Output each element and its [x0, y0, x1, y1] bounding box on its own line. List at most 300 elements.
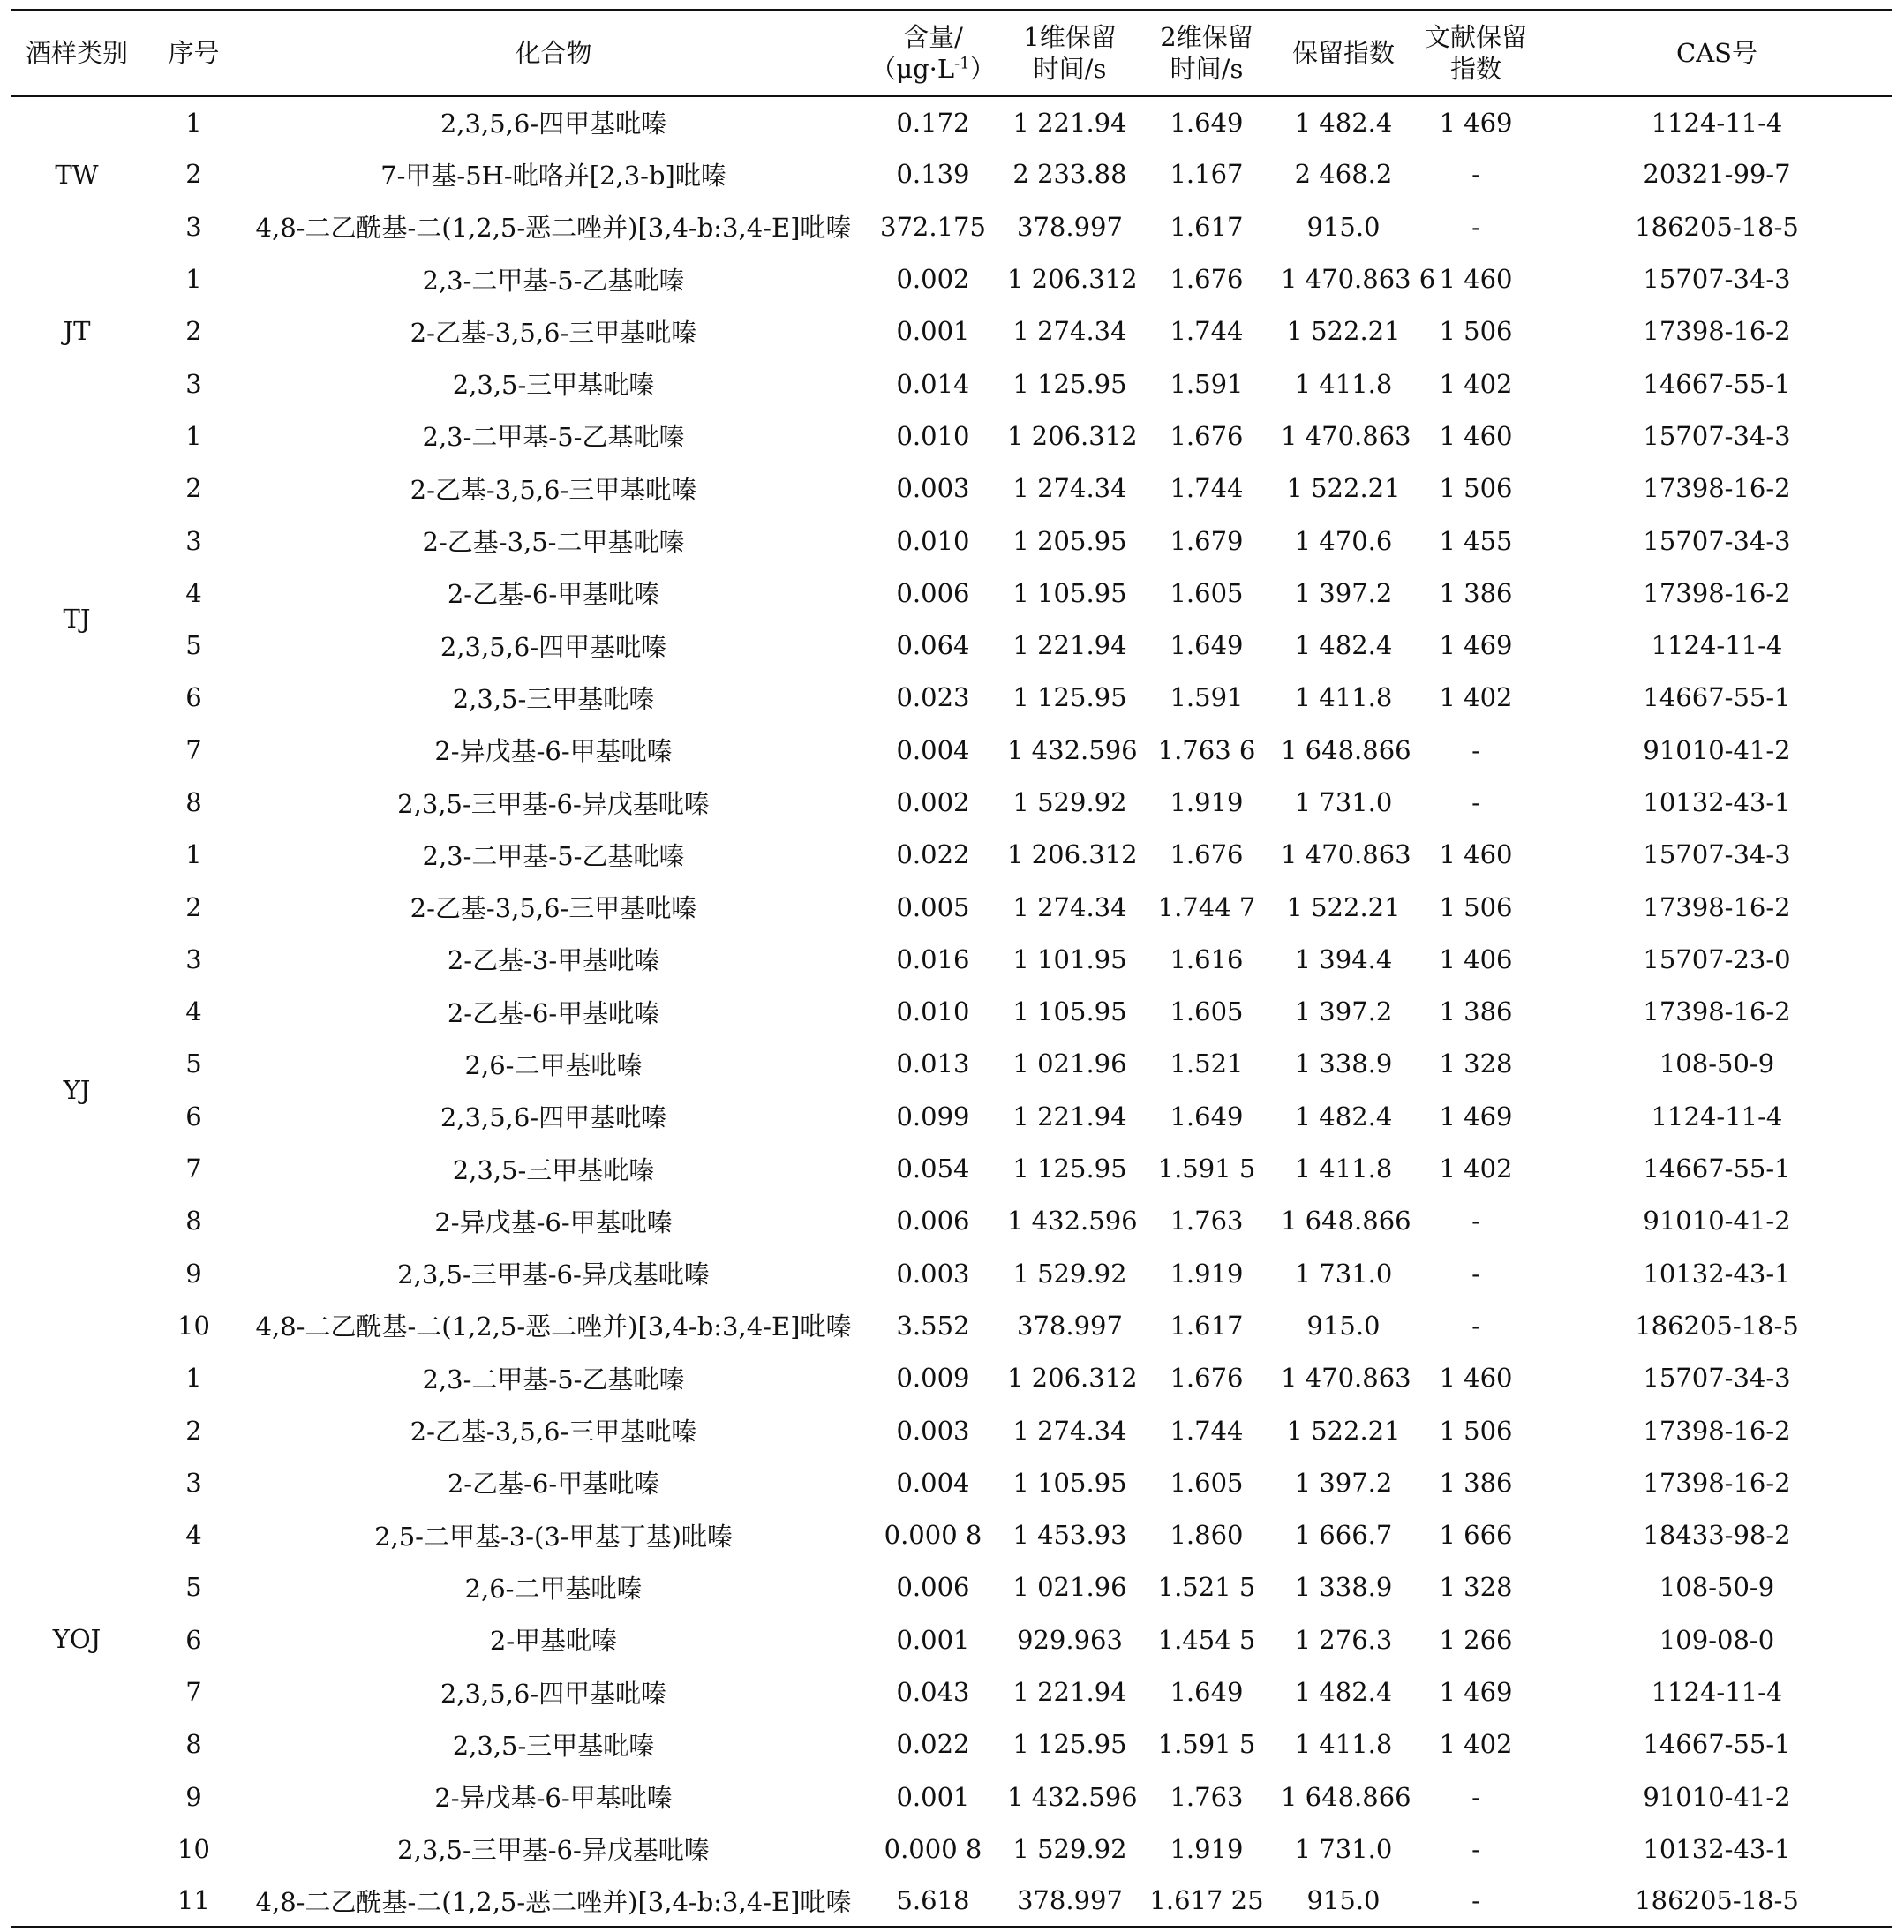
lri-cell: 1 402 [1439, 1729, 1513, 1760]
table-row [11, 1090, 1892, 1142]
rt2-cell: 1.591 [1170, 682, 1244, 713]
cas-cell: 20321-99-7 [1643, 159, 1791, 190]
compound-cell: 2-乙基-3,5,6-三甲基吡嗪 [410, 317, 697, 348]
ri-cell: 1 338.9 [1294, 1572, 1393, 1603]
content-cell: 0.000 8 [884, 1520, 982, 1551]
compound-cell: 2-异戊基-6-甲基吡嗪 [434, 1783, 673, 1814]
no-cell: 7 [185, 1154, 202, 1184]
header-cas: CAS号 [1676, 38, 1757, 69]
ri-cell: 1 470.863 [1281, 839, 1411, 870]
cas-cell: 14667-55-1 [1643, 1729, 1791, 1760]
rt2-cell: 1.605 [1170, 996, 1244, 1027]
table-row [11, 462, 1892, 515]
cas-cell: 18433-98-2 [1643, 1520, 1791, 1551]
table-row [11, 1038, 1892, 1090]
rt2-cell: 1.616 [1170, 943, 1244, 974]
cas-cell: 108-50-9 [1659, 1049, 1775, 1079]
ri-cell: 2 468.2 [1294, 159, 1393, 190]
content-cell: 0.043 [896, 1677, 970, 1708]
rt1-cell: 1 274.34 [1012, 473, 1127, 504]
content-cell: 0.006 [896, 1206, 970, 1237]
ri-cell: 1 411.8 [1294, 682, 1393, 713]
rt1-cell: 1 432.596 [1007, 1781, 1138, 1812]
table-row [11, 1823, 1892, 1875]
header-no: 序号 [168, 38, 220, 69]
no-cell: 1 [185, 264, 202, 295]
cas-cell: 15707-34-3 [1643, 839, 1791, 870]
compound-cell: 2,3,5,6-四甲基吡嗪 [440, 109, 667, 139]
rt2-cell: 1.605 [1170, 577, 1244, 608]
lri-cell: - [1471, 1781, 1480, 1812]
ri-cell: 1 470.863 6 [1281, 264, 1436, 295]
no-cell: 1 [185, 420, 202, 451]
table-row [11, 96, 1892, 148]
content-cell: 0.009 [896, 1363, 970, 1394]
table-row [11, 567, 1892, 619]
content-cell: 0.014 [896, 368, 970, 399]
lri-cell: - [1471, 1310, 1480, 1341]
content-cell: 0.172 [896, 107, 970, 138]
compound-cell: 2,3,5-三甲基-6-异戊基吡嗪 [397, 1259, 710, 1290]
lri-cell: 1 402 [1439, 1154, 1513, 1184]
table-row [11, 672, 1892, 724]
ri-cell: 1 522.21 [1286, 891, 1401, 922]
lri-cell: 1 469 [1439, 1677, 1513, 1708]
cas-cell: 1124-11-4 [1651, 107, 1783, 138]
compound-cell: 2,3,5-三甲基-6-异戊基吡嗪 [397, 1835, 710, 1866]
compound-cell: 2,3,5-三甲基吡嗪 [452, 1730, 655, 1761]
content-cell: 0.006 [896, 1572, 970, 1603]
cas-cell: 17398-16-2 [1643, 316, 1791, 347]
category-cell: YJ [63, 1075, 91, 1106]
ri-cell: 1 394.4 [1294, 943, 1393, 974]
ri-cell: 1 397.2 [1294, 577, 1393, 608]
rt2-cell: 1.521 5 [1157, 1572, 1256, 1603]
cas-cell: 14667-55-1 [1643, 682, 1791, 713]
compound-cell: 2-异戊基-6-甲基吡嗪 [434, 736, 673, 767]
lri-cell: 1 455 [1439, 525, 1513, 556]
cas-cell: 186205-18-5 [1635, 211, 1799, 242]
content-cell: 0.054 [896, 1154, 970, 1184]
compound-cell: 2,3,5-三甲基-6-异戊基吡嗪 [397, 788, 710, 819]
content-cell: 0.003 [896, 1258, 970, 1289]
no-cell: 10 [177, 1310, 210, 1341]
header-rt1: 1维保留 时间/s [1023, 22, 1117, 85]
lri-cell: 1 402 [1439, 368, 1513, 399]
table-row [11, 515, 1892, 567]
rt2-cell: 1.676 [1170, 420, 1244, 451]
rt2-cell: 1.521 [1170, 1049, 1244, 1079]
table-row [11, 1665, 1892, 1718]
table-row [11, 986, 1892, 1038]
lri-cell: 1 386 [1439, 1467, 1513, 1498]
rt2-cell: 1.744 [1170, 1415, 1244, 1446]
no-cell: 4 [185, 577, 202, 608]
rt1-cell: 1 205.95 [1012, 525, 1127, 556]
lri-cell: - [1471, 211, 1480, 242]
cas-cell: 91010-41-2 [1643, 1781, 1791, 1812]
rt1-cell: 1 125.95 [1012, 682, 1127, 713]
category-cell: JT [63, 316, 91, 347]
rt1-cell: 1 105.95 [1012, 996, 1127, 1027]
compound-cell: 2,6-二甲基吡嗪 [464, 1049, 643, 1080]
table-row [11, 1352, 1892, 1404]
content-cell: 0.001 [896, 316, 970, 347]
compound-cell: 2-甲基吡嗪 [489, 1626, 618, 1657]
rt2-cell: 1.617 [1170, 1310, 1244, 1341]
header-lri: 文献保留 指数 [1424, 22, 1527, 85]
lri-cell: 1 386 [1439, 996, 1513, 1027]
no-cell: 3 [185, 943, 202, 974]
ri-cell: 1 276.3 [1294, 1624, 1393, 1655]
content-cell: 0.139 [896, 159, 970, 190]
rt2-cell: 1.763 [1170, 1781, 1244, 1812]
content-cell: 0.005 [896, 891, 970, 922]
category-cell: YOJ [52, 1624, 102, 1654]
rt2-cell: 1.744 [1170, 316, 1244, 347]
no-cell: 8 [185, 787, 202, 817]
no-cell: 1 [185, 839, 202, 870]
table-body [11, 96, 1892, 1928]
lri-cell: 1 666 [1439, 1520, 1513, 1551]
rt1-cell: 1 529.92 [1012, 1258, 1127, 1289]
rt2-cell: 1.860 [1170, 1520, 1244, 1551]
no-cell: 4 [185, 996, 202, 1027]
cas-cell: 15707-23-0 [1643, 943, 1791, 974]
ri-cell: 1 397.2 [1294, 1467, 1393, 1498]
ri-cell: 1 482.4 [1294, 1677, 1393, 1708]
compound-cell: 2,3-二甲基-5-乙基吡嗪 [422, 265, 685, 296]
table-row [11, 305, 1892, 357]
cas-cell: 108-50-9 [1659, 1572, 1775, 1603]
cas-cell: 14667-55-1 [1643, 368, 1791, 399]
compound-cell: 2,6-二甲基吡嗪 [464, 1573, 643, 1604]
lri-cell: 1 469 [1439, 630, 1513, 661]
rt2-cell: 1.167 [1170, 159, 1244, 190]
compound-cell: 2-乙基-6-甲基吡嗪 [447, 997, 660, 1028]
cas-cell: 91010-41-2 [1643, 1206, 1791, 1237]
table-row [11, 357, 1892, 410]
content-cell: 0.013 [896, 1049, 970, 1079]
table-row [11, 148, 1892, 200]
table-row [11, 1195, 1892, 1247]
no-cell: 2 [185, 1415, 202, 1446]
rt1-cell: 1 274.34 [1012, 1415, 1127, 1446]
rt2-cell: 1.649 [1170, 1101, 1244, 1131]
rt2-cell: 1.763 6 [1157, 734, 1256, 765]
lri-cell: 1 266 [1439, 1624, 1513, 1655]
compound-cell: 2-乙基-3,5,6-三甲基吡嗪 [410, 474, 697, 505]
table-row [11, 1876, 1892, 1928]
content-cell: 3.552 [896, 1310, 970, 1341]
compound-cell: 2-乙基-3,5,6-三甲基吡嗪 [410, 893, 697, 924]
rt2-cell: 1.679 [1170, 525, 1244, 556]
rt1-cell: 1 453.93 [1012, 1520, 1127, 1551]
content-cell: 0.004 [896, 1467, 970, 1498]
table-row [11, 881, 1892, 933]
no-cell: 8 [185, 1206, 202, 1237]
rt1-cell: 378.997 [1017, 1885, 1123, 1916]
cas-cell: 17398-16-2 [1643, 577, 1791, 608]
no-cell: 8 [185, 1729, 202, 1760]
rt1-cell: 1 221.94 [1012, 1677, 1127, 1708]
rt2-cell: 1.605 [1170, 1467, 1244, 1498]
no-cell: 3 [185, 211, 202, 242]
compound-cell: 4,8-二乙酰基-二(1,2,5-恶二唑并)[3,4-b:3,4-E]吡嗪 [255, 1886, 852, 1917]
ri-cell: 1 648.866 [1281, 1206, 1411, 1237]
rt1-cell: 1 274.34 [1012, 891, 1127, 922]
rt2-cell: 1.763 [1170, 1206, 1244, 1237]
category-cell: TJ [63, 604, 91, 635]
no-cell: 1 [185, 1363, 202, 1394]
table-row [11, 724, 1892, 776]
lri-cell: 1 506 [1439, 316, 1513, 347]
no-cell: 3 [185, 525, 202, 556]
rt1-cell: 1 274.34 [1012, 316, 1127, 347]
ri-cell: 915.0 [1306, 211, 1381, 242]
rt2-cell: 1.744 7 [1157, 891, 1256, 922]
cas-cell: 1124-11-4 [1651, 1101, 1783, 1131]
table-row [11, 1456, 1892, 1508]
header-ri: 保留指数 [1291, 38, 1395, 69]
rt2-cell: 1.591 5 [1157, 1154, 1256, 1184]
ri-cell: 1 482.4 [1294, 1101, 1393, 1131]
compound-cell: 2-乙基-3,5-二甲基吡嗪 [422, 527, 685, 558]
content-cell: 0.000 8 [884, 1833, 982, 1864]
no-cell: 10 [177, 1833, 210, 1864]
compound-cell: 2,3-二甲基-5-乙基吡嗪 [422, 422, 685, 453]
rt1-cell: 378.997 [1017, 1310, 1123, 1341]
rt2-cell: 1.454 5 [1157, 1624, 1256, 1655]
lri-cell: 1 460 [1439, 1363, 1513, 1394]
content-cell: 0.010 [896, 525, 970, 556]
cas-cell: 17398-16-2 [1643, 1415, 1791, 1446]
lri-cell: - [1471, 159, 1480, 190]
compound-cell: 7-甲基-5H-吡咯并[2,3-b]吡嗪 [380, 160, 726, 191]
lri-cell: 1 460 [1439, 420, 1513, 451]
rt1-cell: 1 529.92 [1012, 1833, 1127, 1864]
header-row [11, 11, 1892, 96]
ri-cell: 1 522.21 [1286, 473, 1401, 504]
no-cell: 11 [177, 1885, 210, 1916]
rt1-cell: 1 206.312 [1007, 839, 1138, 870]
rt1-cell: 1 101.95 [1012, 943, 1127, 974]
content-cell: 0.016 [896, 943, 970, 974]
no-cell: 2 [185, 159, 202, 190]
ri-cell: 1 411.8 [1294, 368, 1393, 399]
cas-cell: 186205-18-5 [1635, 1310, 1799, 1341]
content-cell: 0.099 [896, 1101, 970, 1131]
rt1-cell: 1 021.96 [1012, 1049, 1127, 1079]
lri-cell: 1 506 [1439, 891, 1513, 922]
cas-cell: 10132-43-1 [1643, 787, 1791, 817]
rt1-cell: 1 206.312 [1007, 1363, 1138, 1394]
content-cell: 0.003 [896, 473, 970, 504]
compound-cell: 4,8-二乙酰基-二(1,2,5-恶二唑并)[3,4-b:3,4-E]吡嗪 [255, 213, 852, 244]
lri-cell: 1 406 [1439, 943, 1513, 974]
compound-cell: 2-乙基-3-甲基吡嗪 [447, 945, 660, 976]
rt2-cell: 1.649 [1170, 630, 1244, 661]
table-row [11, 776, 1892, 828]
ri-cell: 1 522.21 [1286, 1415, 1401, 1446]
ri-cell: 1 731.0 [1294, 1258, 1393, 1289]
cas-cell: 109-08-0 [1659, 1624, 1775, 1655]
no-cell: 2 [185, 891, 202, 922]
content-cell: 0.001 [896, 1781, 970, 1812]
ri-cell: 1 522.21 [1286, 316, 1401, 347]
header-content [862, 11, 1004, 96]
lri-cell: 1 460 [1439, 839, 1513, 870]
cas-cell: 1124-11-4 [1651, 1677, 1783, 1708]
rt1-cell: 378.997 [1017, 211, 1123, 242]
table-row [11, 1247, 1892, 1299]
content-cell: 5.618 [896, 1885, 970, 1916]
table-row [11, 410, 1892, 462]
lri-cell: 1 386 [1439, 577, 1513, 608]
no-cell: 9 [185, 1258, 202, 1289]
rt2-cell: 1.649 [1170, 107, 1244, 138]
lri-cell: 1 506 [1439, 473, 1513, 504]
table-row [11, 829, 1892, 881]
no-cell: 7 [185, 1677, 202, 1708]
lri-cell: - [1471, 1258, 1480, 1289]
data-table [11, 9, 1892, 1928]
lri-cell: 1 460 [1439, 264, 1513, 295]
cas-cell: 15707-34-3 [1643, 525, 1791, 556]
cas-cell: 91010-41-2 [1643, 734, 1791, 765]
rt1-cell: 1 529.92 [1012, 787, 1127, 817]
cas-cell: 10132-43-1 [1643, 1833, 1791, 1864]
compound-cell: 4,8-二乙酰基-二(1,2,5-恶二唑并)[3,4-b:3,4-E]吡嗪 [255, 1312, 852, 1342]
content-cell: 0.023 [896, 682, 970, 713]
table-row [11, 1142, 1892, 1194]
rt1-cell: 1 221.94 [1012, 630, 1127, 661]
lri-cell: 1 469 [1439, 1101, 1513, 1131]
ri-cell: 1 731.0 [1294, 787, 1393, 817]
cas-cell: 17398-16-2 [1643, 996, 1791, 1027]
rt2-cell: 1.591 [1170, 368, 1244, 399]
cas-cell: 15707-34-3 [1643, 264, 1791, 295]
ri-cell: 915.0 [1306, 1885, 1381, 1916]
compound-cell: 2,3,5-三甲基吡嗪 [452, 1154, 655, 1185]
content-cell: 0.004 [896, 734, 970, 765]
lri-cell: 1 328 [1439, 1572, 1513, 1603]
lri-cell: - [1471, 787, 1480, 817]
ri-cell: 1 648.866 [1281, 1781, 1411, 1812]
pyrazine-table [11, 9, 1892, 1928]
lri-cell: - [1471, 734, 1480, 765]
content-cell: 0.022 [896, 1729, 970, 1760]
content-cell: 372.175 [880, 211, 986, 242]
lri-cell: 1 469 [1439, 107, 1513, 138]
content-cell: 0.002 [896, 264, 970, 295]
table-row [11, 1299, 1892, 1351]
rt1-cell: 1 125.95 [1012, 1729, 1127, 1760]
category-cell: TW [55, 159, 99, 190]
rt1-cell: 1 206.312 [1007, 420, 1138, 451]
cas-cell: 1124-11-4 [1651, 630, 1783, 661]
cas-cell: 15707-34-3 [1643, 420, 1791, 451]
compound-cell: 2,3,5-三甲基吡嗪 [452, 683, 655, 714]
ri-cell: 1 470.6 [1294, 525, 1393, 556]
rt2-cell: 1.744 [1170, 473, 1244, 504]
no-cell: 5 [185, 630, 202, 661]
lri-cell: 1 328 [1439, 1049, 1513, 1079]
ri-cell: 915.0 [1306, 1310, 1381, 1341]
cas-cell: 17398-16-2 [1643, 473, 1791, 504]
table-row [11, 1613, 1892, 1665]
header-content-line1: 含量/ [903, 22, 963, 53]
table-row [11, 1770, 1892, 1823]
compound-cell: 2,5-二甲基-3-(3-甲基丁基)吡嗪 [374, 1521, 733, 1552]
content-cell: 0.064 [896, 630, 970, 661]
no-cell: 5 [185, 1049, 202, 1079]
no-cell: 3 [185, 1467, 202, 1498]
rt2-cell: 1.649 [1170, 1677, 1244, 1708]
compound-cell: 2,3,5-三甲基吡嗪 [452, 370, 655, 401]
header-compound: 化合物 [515, 38, 592, 69]
content-cell: 0.003 [896, 1415, 970, 1446]
compound-cell: 2-乙基-6-甲基吡嗪 [447, 1469, 660, 1500]
compound-cell: 2-乙基-6-甲基吡嗪 [447, 579, 660, 610]
compound-cell: 2-乙基-3,5,6-三甲基吡嗪 [410, 1417, 697, 1447]
rt2-cell: 1.919 [1170, 1833, 1244, 1864]
ri-cell: 1 411.8 [1294, 1154, 1393, 1184]
no-cell: 5 [185, 1572, 202, 1603]
no-cell: 4 [185, 1520, 202, 1551]
cas-cell: 10132-43-1 [1643, 1258, 1791, 1289]
rt1-cell: 1 125.95 [1012, 368, 1127, 399]
table-row [11, 200, 1892, 252]
rt1-cell: 1 125.95 [1012, 1154, 1127, 1184]
cas-cell: 15707-34-3 [1643, 1363, 1791, 1394]
rt1-cell: 1 021.96 [1012, 1572, 1127, 1603]
content-cell: 0.006 [896, 577, 970, 608]
no-cell: 2 [185, 316, 202, 347]
table-row [11, 252, 1892, 304]
content-cell: 0.001 [896, 1624, 970, 1655]
compound-cell: 2,3,5,6-四甲基吡嗪 [440, 631, 667, 662]
rt1-cell: 2 233.88 [1012, 159, 1127, 190]
cas-cell: 17398-16-2 [1643, 1467, 1791, 1498]
ri-cell: 1 397.2 [1294, 996, 1393, 1027]
table-row [11, 1718, 1892, 1770]
no-cell: 3 [185, 368, 202, 399]
rt2-cell: 1.919 [1170, 787, 1244, 817]
table-row [11, 1561, 1892, 1613]
rt2-cell: 1.617 25 [1149, 1885, 1264, 1916]
rt1-cell: 1 105.95 [1012, 577, 1127, 608]
compound-cell: 2,3,5,6-四甲基吡嗪 [440, 1102, 667, 1133]
compound-cell: 2,3-二甲基-5-乙基吡嗪 [422, 1364, 685, 1394]
ri-cell: 1 666.7 [1294, 1520, 1393, 1551]
content-cell: 0.010 [896, 996, 970, 1027]
cas-cell: 17398-16-2 [1643, 891, 1791, 922]
rt1-cell: 929.963 [1017, 1624, 1123, 1655]
ri-cell: 1 482.4 [1294, 107, 1393, 138]
rt1-cell: 1 206.312 [1007, 264, 1138, 295]
ri-cell: 1 731.0 [1294, 1833, 1393, 1864]
header-rt2: 2维保留 时间/s [1160, 22, 1253, 85]
lri-cell: 1 402 [1439, 682, 1513, 713]
rt2-cell: 1.591 5 [1157, 1729, 1256, 1760]
no-cell: 7 [185, 734, 202, 765]
content-cell: 0.022 [896, 839, 970, 870]
compound-cell: 2,3-二甲基-5-乙基吡嗪 [422, 840, 685, 871]
no-cell: 6 [185, 1101, 202, 1131]
no-cell: 6 [185, 682, 202, 713]
cas-cell: 186205-18-5 [1635, 1885, 1799, 1916]
